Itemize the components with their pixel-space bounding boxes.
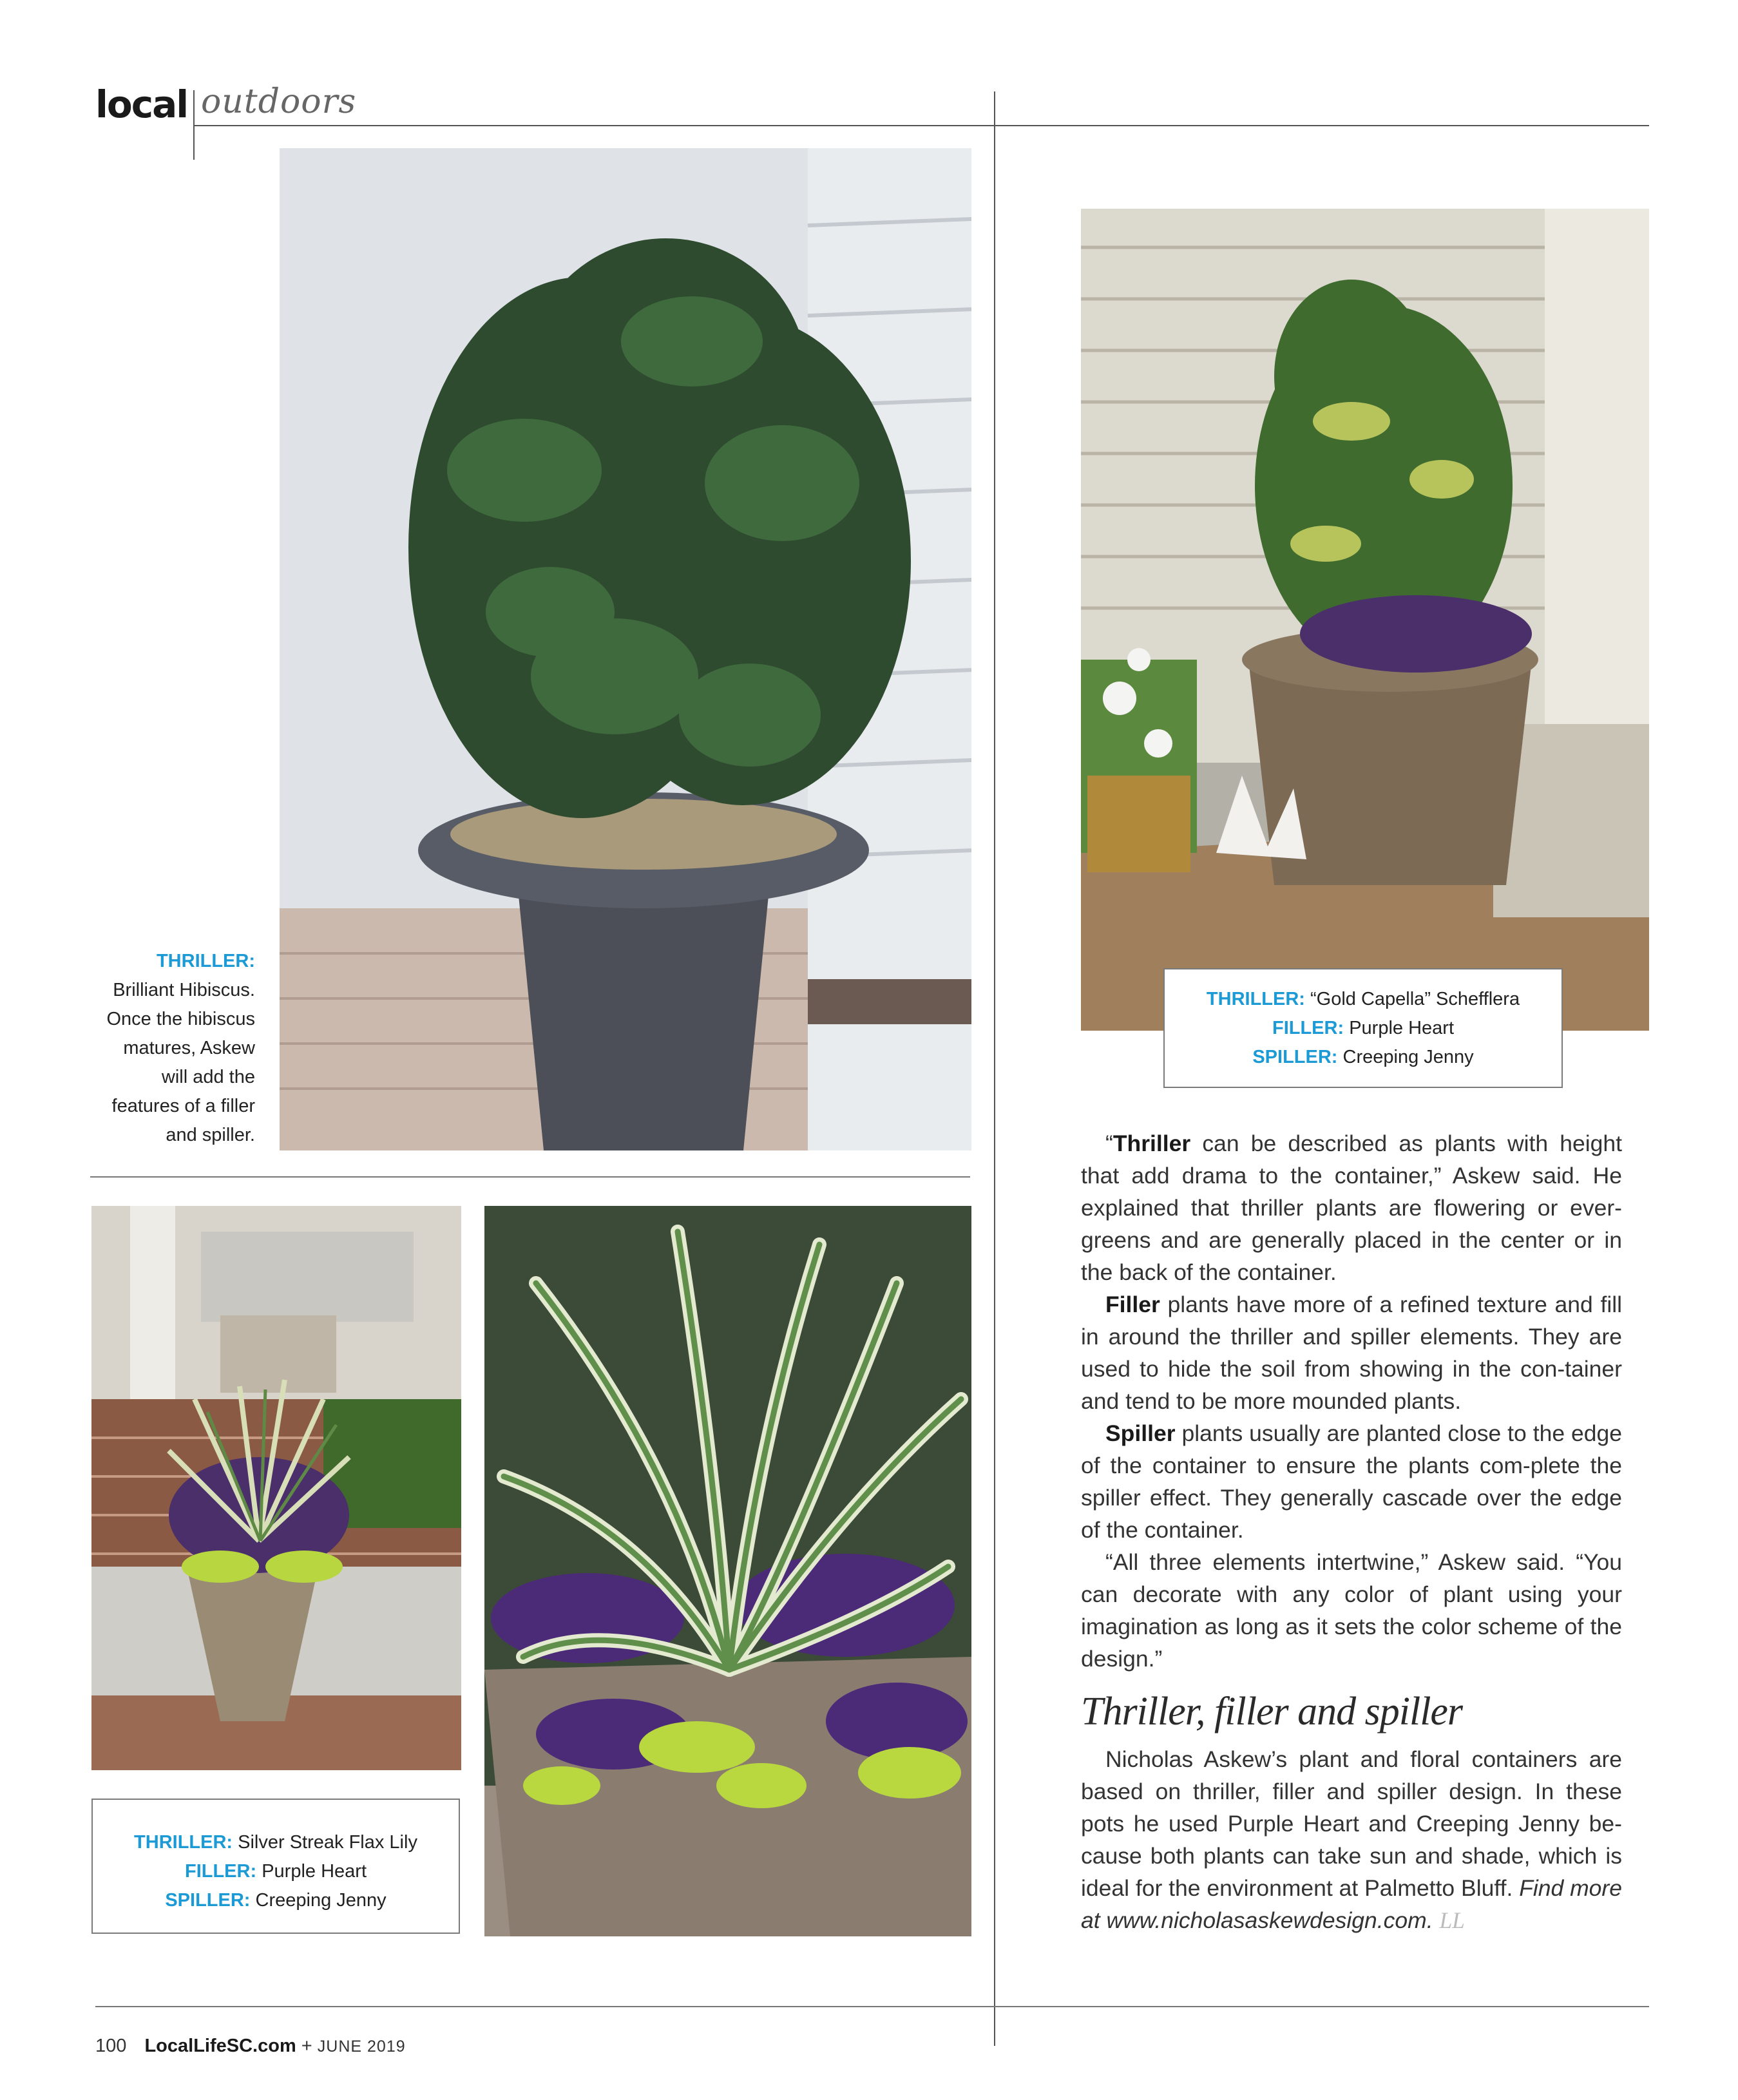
footer-separator: + — [301, 2036, 312, 2056]
caption-spiller-line — [93, 1886, 459, 1915]
lead-word-thriller: Thriller — [1113, 1131, 1191, 1156]
caption-thriller-text: “Gold Capella” Schefflera — [1310, 989, 1520, 1009]
article-body — [1081, 1127, 1622, 1936]
caption-line: will add the — [161, 1067, 255, 1087]
page-footer — [95, 2036, 406, 2057]
caption-line: Once the hibiscus — [106, 1009, 255, 1029]
caption-filler-line — [1165, 1014, 1561, 1043]
caption-label-spiller: SPILLER: — [165, 1890, 251, 1911]
subheading: Thriller, filler and spiller — [1081, 1690, 1463, 1733]
paragraph-text: plants have more of a refined texture and fill in around the thriller and spiller elements. They are used to hide the soil from showing in the con-tainer and tend to be more mounded plants. — [1081, 1292, 1622, 1414]
paragraph-quote: “All three elements intertwine,” Askew said. “You can decorate with any color of plant using your imagination as long as it sets the color scheme of the design.” — [1081, 1549, 1622, 1672]
open-quote: “ — [1105, 1131, 1113, 1156]
caption-label-thriller: THRILLER: — [1206, 989, 1305, 1009]
caption-line: features of a filler — [111, 1096, 255, 1116]
caption-hibiscus — [84, 947, 255, 1150]
caption-label-thriller: THRILLER: — [156, 951, 255, 971]
paragraph-text: can be described as plants with height that add drama to the container,” Askew said. He explained that thriller plants are flowering or ever-greens and are generally placed in the center or in the back of the container. — [1081, 1131, 1622, 1285]
caption-line: matures, Askew — [123, 1038, 255, 1058]
caption-label-spiller: SPILLER: — [1252, 1047, 1338, 1067]
column-rule — [994, 91, 995, 2046]
schefflera-photo — [1081, 209, 1649, 1031]
caption-label-filler: FILLER: — [1272, 1018, 1344, 1038]
caption-box-schefflera — [1163, 968, 1563, 1088]
caption-box-flax — [91, 1799, 460, 1934]
paragraph-filler — [1081, 1288, 1622, 1417]
page-number: 100 — [95, 2036, 127, 2056]
header-rule — [193, 125, 1649, 126]
caption-line: Brilliant Hibiscus. — [113, 980, 255, 1000]
paragraph-spiller — [1081, 1417, 1622, 1546]
footer-date: JUNE 2019 — [317, 2038, 406, 2056]
caption-line: and spiller. — [166, 1125, 255, 1145]
caption-spiller-line — [1165, 1043, 1561, 1072]
caption-thriller-line — [1165, 985, 1561, 1014]
caption-filler-text: Purple Heart — [1349, 1018, 1455, 1038]
footer-rule — [95, 2006, 1649, 2007]
caption-filler-line — [93, 1857, 459, 1886]
flax-wide-photo — [91, 1206, 461, 1770]
photo-divider — [90, 1176, 970, 1178]
caption-thriller-text: Silver Streak Flax Lily — [238, 1832, 417, 1853]
hibiscus-photo — [280, 148, 971, 1150]
caption-thriller-line — [93, 1828, 459, 1857]
signoff-mark: LL — [1439, 1907, 1465, 1933]
paragraph-text: Nicholas Askew’s plant and floral containers are based on thriller, filler and spiller design. In these pots he used Purple Heart and Creeping Jenny be-cause both plants can take sun and shade, which is ideal for the environment at Palmetto Bluff. — [1081, 1746, 1622, 1901]
website-reference: Find more at www.nicholasaskewdesign.com. — [1081, 1875, 1622, 1933]
lead-word-spiller: Spiller — [1105, 1420, 1176, 1446]
section-title: outdoors — [201, 82, 357, 121]
caption-filler-text: Purple Heart — [262, 1861, 367, 1882]
lead-word-filler: Filler — [1105, 1292, 1160, 1317]
caption-label-thriller: THRILLER: — [134, 1832, 233, 1853]
caption-spiller-text: Creeping Jenny — [255, 1890, 387, 1911]
caption-label-filler: FILLER: — [184, 1861, 257, 1882]
caption-spiller-text: Creeping Jenny — [1342, 1047, 1474, 1067]
brand-logo: local — [95, 82, 188, 126]
paragraph-thriller — [1081, 1127, 1622, 1288]
flax-close-photo — [484, 1206, 971, 1936]
paragraph-text: plants usually are planted close to the edge of the container to ensure the plants com-plete the spiller effect. They generally cascade over the edge of the container. — [1081, 1420, 1622, 1543]
footer-site: LocalLifeSC.com — [144, 2036, 296, 2056]
paragraph-closing — [1081, 1743, 1622, 1936]
